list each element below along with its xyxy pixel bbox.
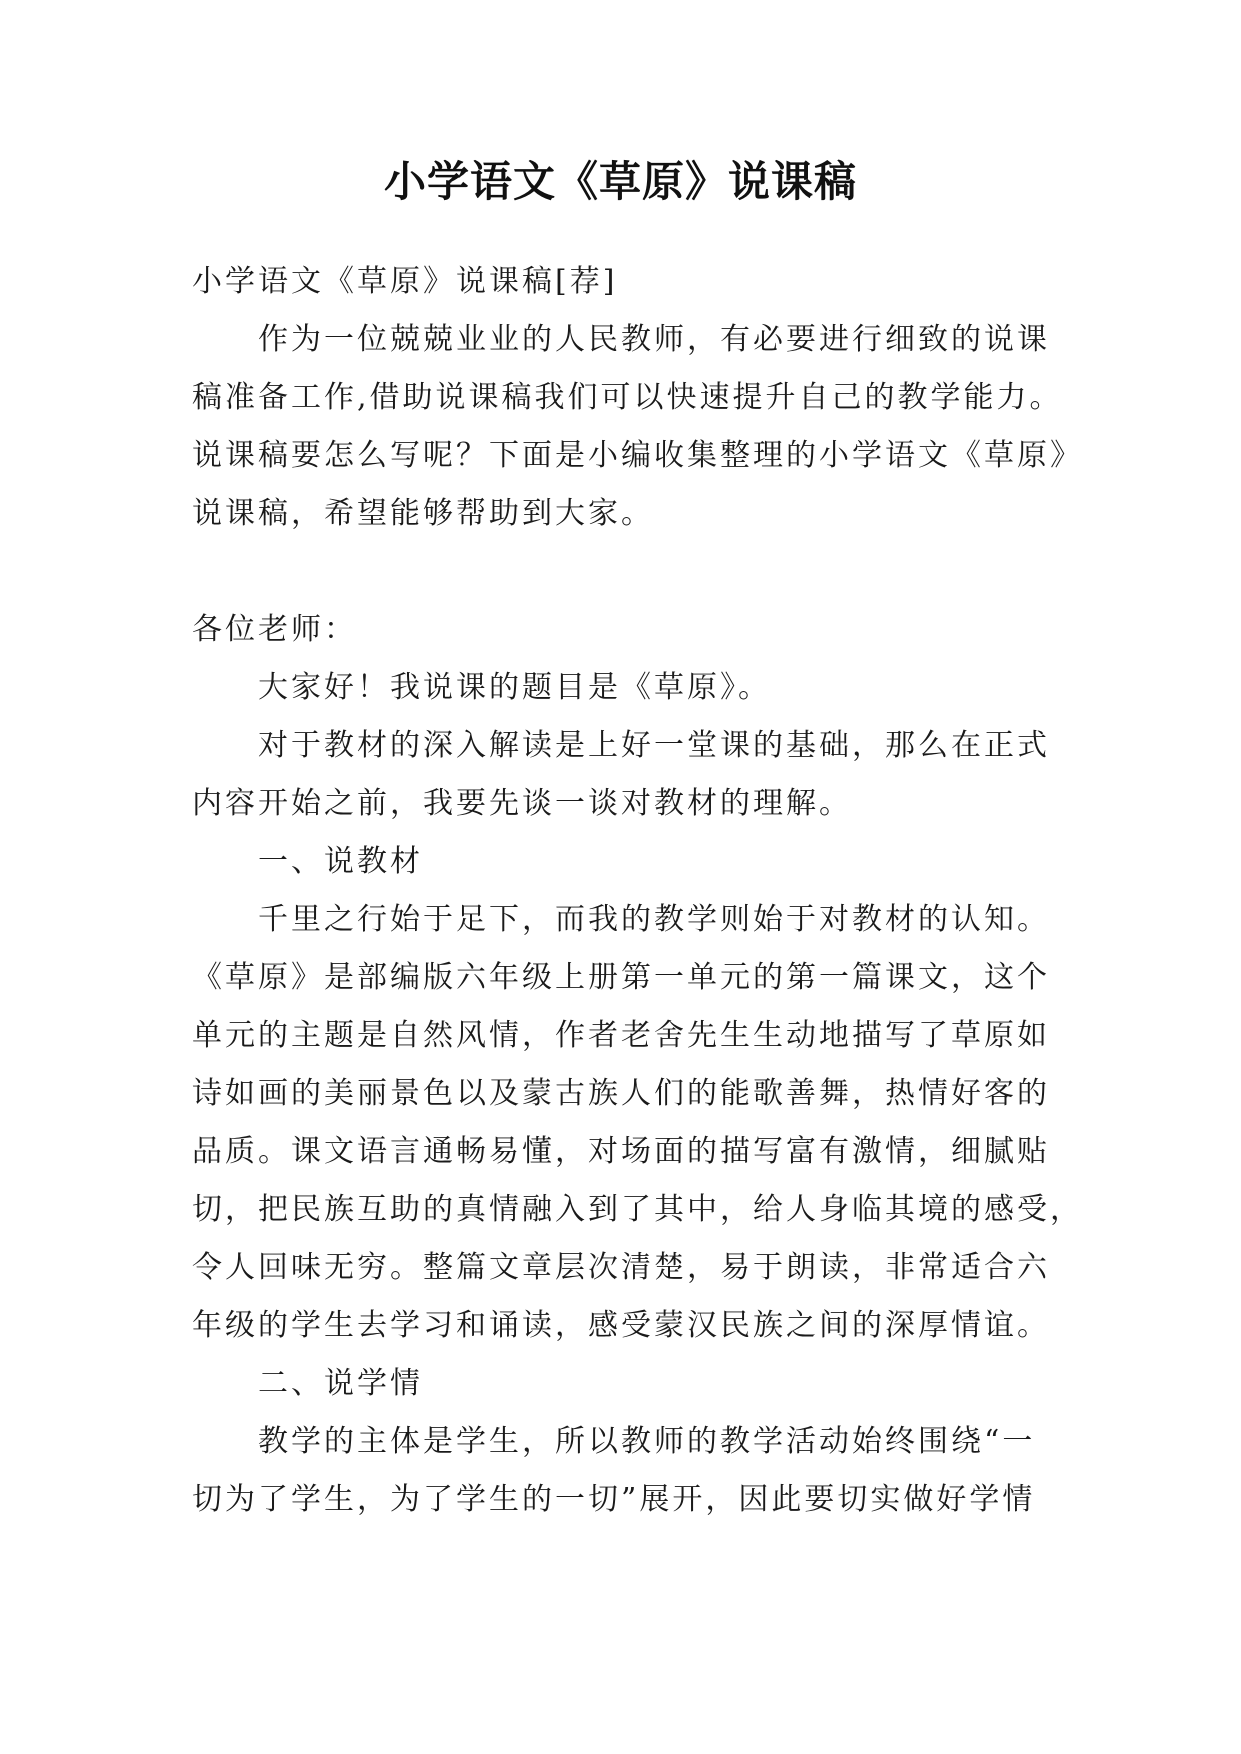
document-body bbox=[192, 253, 1083, 1529]
paragraph-line: 对于教材的深入解读是上好一堂课的基础，那么在正式 bbox=[258, 728, 1050, 763]
paragraph-line: 千里之行始于足下，而我的教学则始于对教材的认知。 bbox=[258, 902, 1050, 937]
paragraph-line: 单元的主题是自然风情，作者老舍先生生动地描写了草原如 bbox=[192, 1018, 1050, 1053]
subtitle-line: 小学语文《草原》说课稿[荐] bbox=[192, 264, 618, 299]
paragraph-line: 内容开始之前，我要先谈一谈对教材的理解。 bbox=[192, 786, 852, 821]
paragraph-line: 年级的学生去学习和诵读，感受蒙汉民族之间的深厚情谊。 bbox=[192, 1308, 1050, 1343]
paragraph-gap bbox=[192, 543, 1072, 601]
paragraph-line: 稿准备工作,借助说课稿我们可以快速提升自己的教学能力。 bbox=[192, 380, 1063, 415]
paragraph-line: 说课稿要怎么写呢？下面是小编收集整理的小学语文《草原》 bbox=[192, 438, 1083, 473]
paragraph-line: 品质。课文语言通畅易懂，对场面的描写富有激情，细腻贴 bbox=[192, 1134, 1050, 1169]
section-heading: 一、说教材 bbox=[258, 844, 423, 879]
section-heading: 二、说学情 bbox=[258, 1366, 423, 1401]
paragraph-line: 作为一位兢兢业业的人民教师，有必要进行细致的说课 bbox=[258, 322, 1050, 357]
paragraph-line: 切，把民族互助的真情融入到了其中，给人身临其境的感受， bbox=[192, 1192, 1083, 1227]
paragraph-line: 切为了学生，为了学生的一切”展开，因此要切实做好学情 bbox=[192, 1482, 1036, 1517]
paragraph-line: 教学的主体是学生，所以教师的教学活动始终围绕“一 bbox=[258, 1424, 1036, 1459]
paragraph-line: 令人回味无穷。整篇文章层次清楚，易于朗读，非常适合六 bbox=[192, 1250, 1050, 1285]
salutation-line: 各位老师： bbox=[192, 612, 357, 647]
paragraph-line: 诗如画的美丽景色以及蒙古族人们的能歌善舞，热情好客的 bbox=[192, 1076, 1050, 1111]
document-title: 小学语文《草原》说课稿 bbox=[383, 157, 857, 206]
paragraph-line: 《草原》是部编版六年级上册第一单元的第一篇课文，这个 bbox=[192, 960, 1050, 995]
paragraph-line: 大家好！我说课的题目是《草原》。 bbox=[258, 670, 771, 705]
paragraph-line: 说课稿，希望能够帮助到大家。 bbox=[192, 496, 654, 531]
